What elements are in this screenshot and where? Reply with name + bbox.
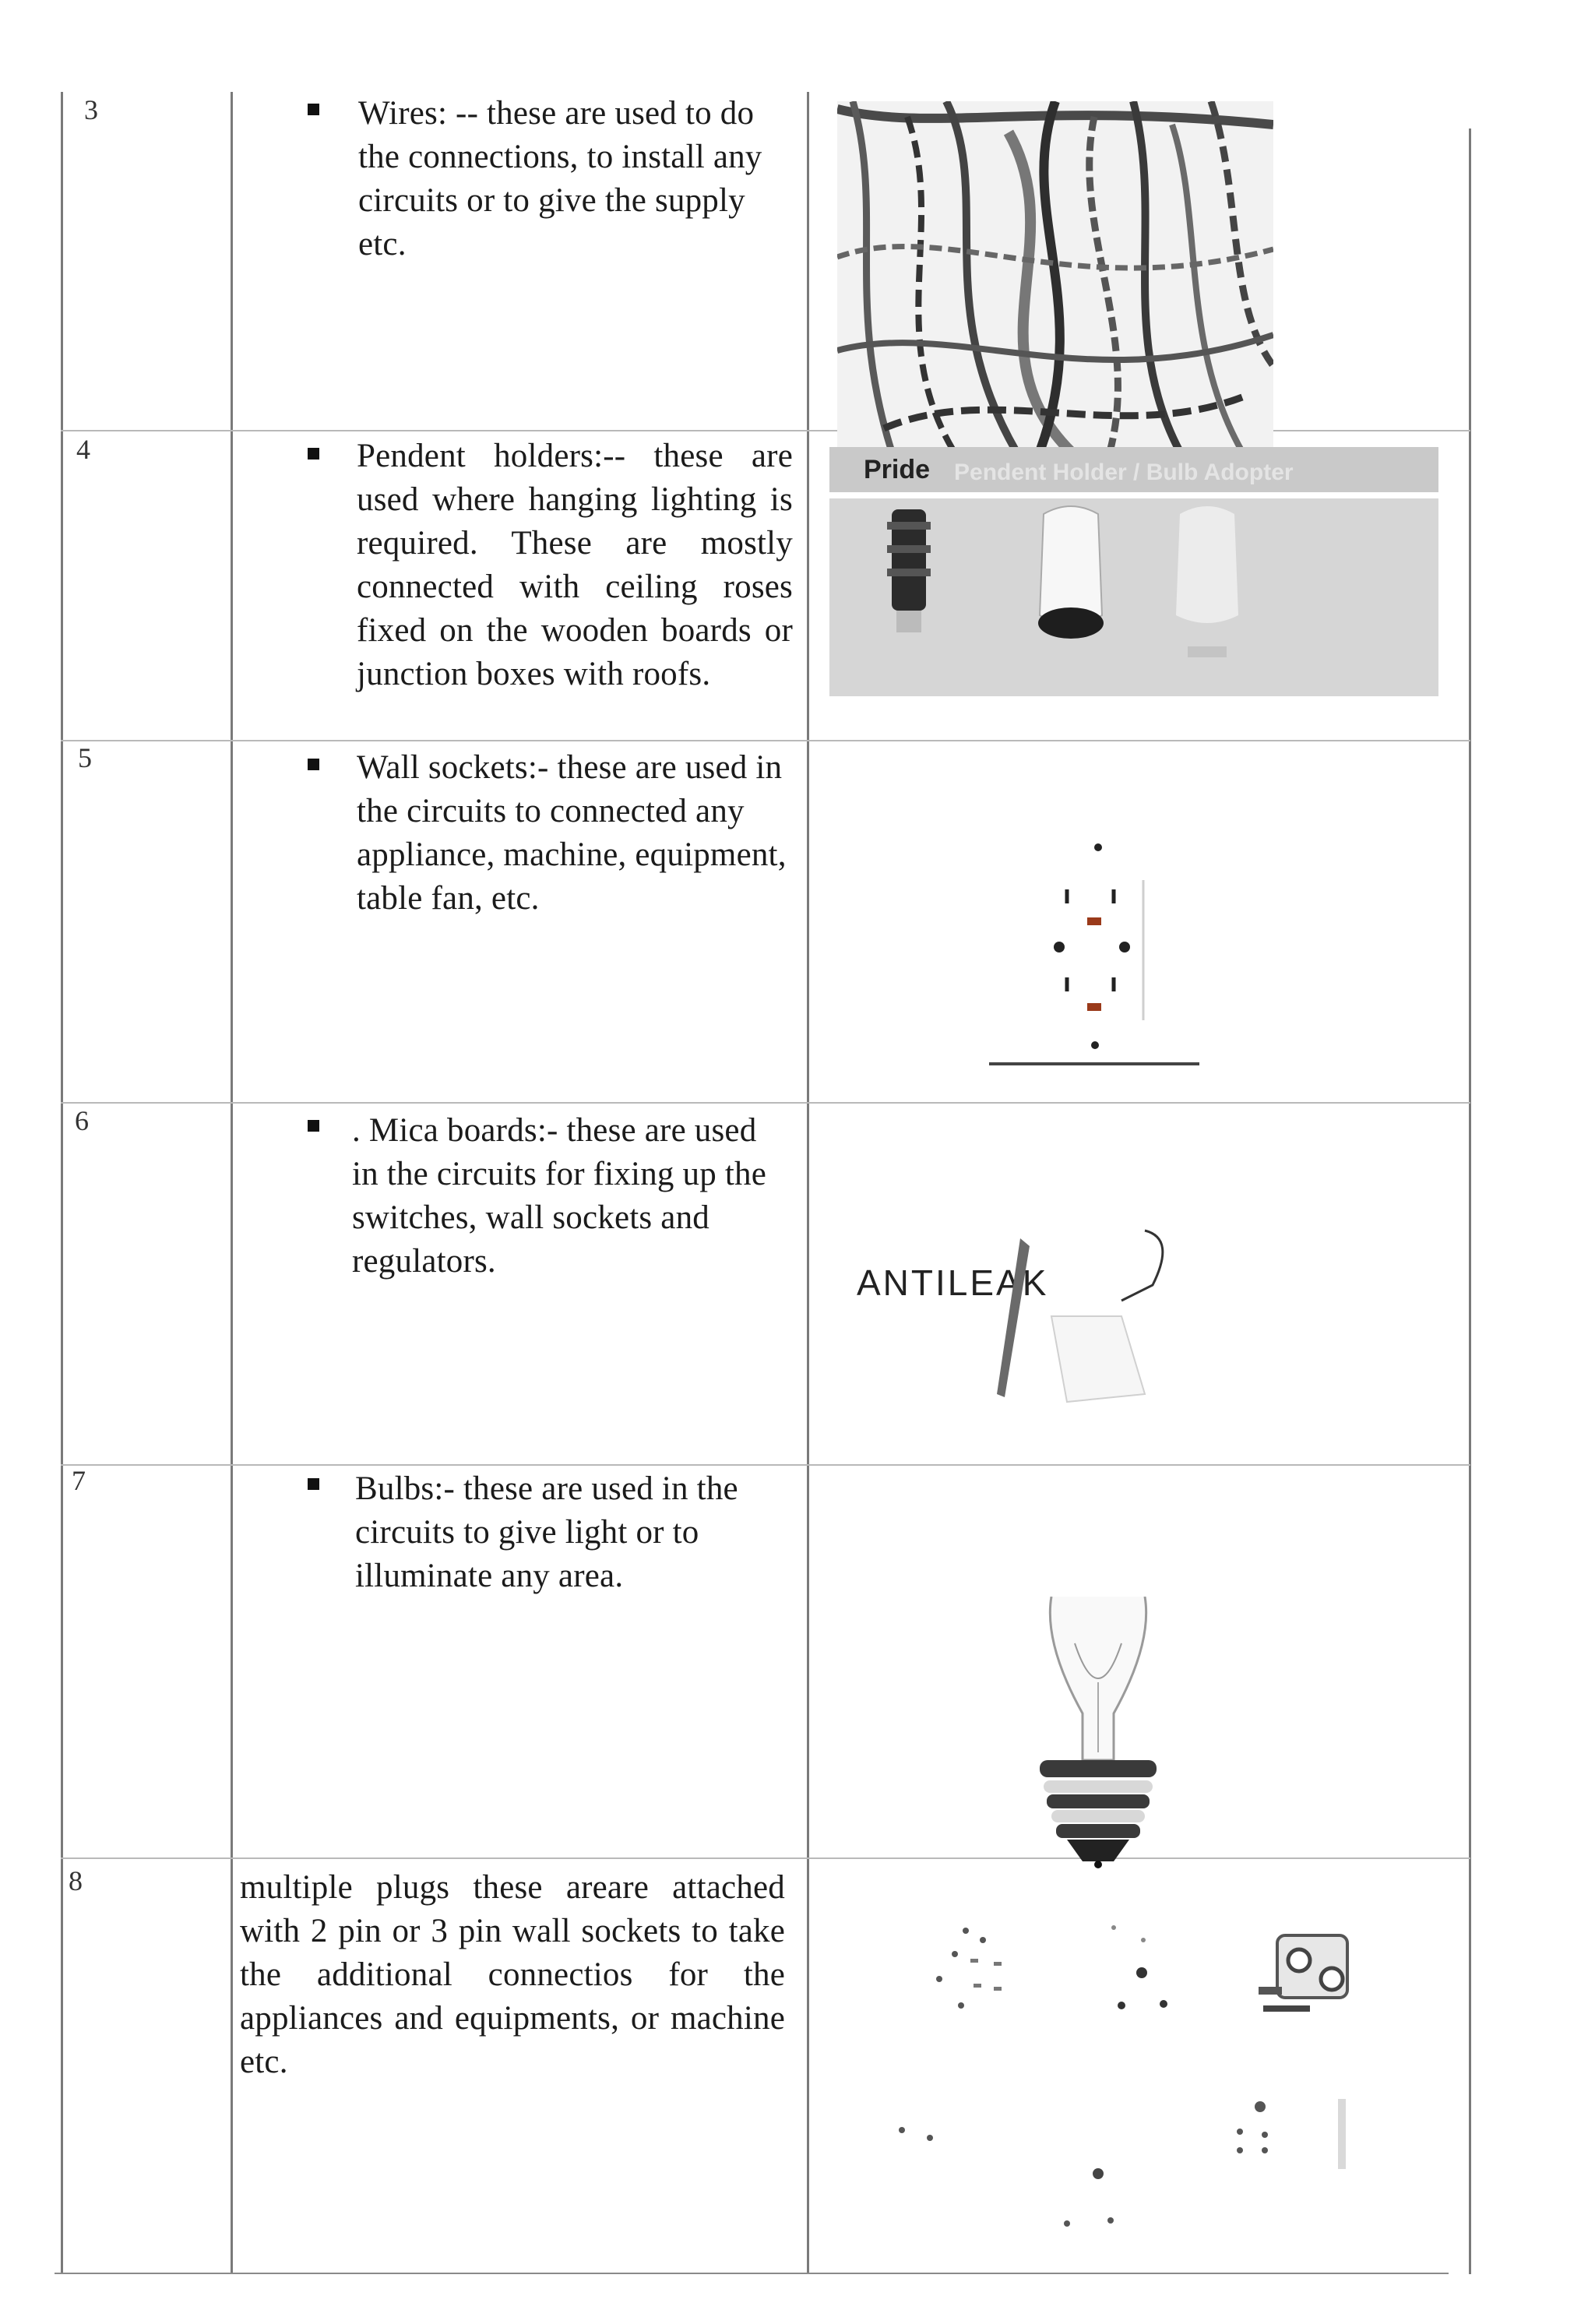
bullet-icon: [308, 1120, 319, 1132]
image-caption-bar: [829, 447, 1438, 492]
item-description: Bulbs:- these are used in the circuits to give light or to illuminate any area.: [355, 1470, 738, 1594]
table-border-col1: [231, 92, 233, 2274]
table-border-bottom: [55, 2273, 1449, 2274]
item-description: Pendent holders:-- these are used where hanging lighting is required. These are mostly connected with ceiling roses fixed on the wooden boards or junction boxes with roofs.: [357, 438, 793, 692]
bullet-icon: [308, 1478, 319, 1490]
bullet-icon: [308, 104, 319, 115]
row-divider: [61, 740, 1470, 741]
table-border-right: [1469, 129, 1471, 2274]
table-border-left: [61, 92, 63, 2274]
mica-board-photo-icon: [849, 1223, 1184, 1433]
row-number: 8: [69, 1865, 83, 1896]
row-divider: [61, 1857, 1470, 1859]
bulb-photo-icon: [1028, 1597, 1168, 1869]
wall-socket-photo-icon: [981, 826, 1215, 1075]
multi-plug-photo-icon: [880, 1912, 1410, 2255]
row-number: 7: [72, 1465, 86, 1496]
banner-label: Pendent Holder / Bulb Adopter: [954, 460, 1294, 485]
row-divider: [61, 1464, 1470, 1466]
table-border-col2: [807, 92, 809, 2274]
item-description: Wires: -- these are used to do the connections, to install any circuits or to give the supply etc.: [358, 95, 762, 262]
item-description: Wall sockets:- these are used in the circuits to connected any appliance, machine, equipment, table fan, etc.: [357, 749, 787, 917]
brand-label: Pride: [864, 455, 931, 484]
bullet-icon: [308, 448, 319, 460]
pendant-holder-photo-icon: [829, 447, 1438, 696]
bullet-icon: [308, 759, 319, 770]
wires-photo-icon: [837, 101, 1273, 452]
brand-logo: ANTILEAK: [857, 1262, 1049, 1303]
row-number: 3: [84, 94, 98, 125]
row-number: 4: [76, 434, 90, 465]
row-number: 6: [75, 1105, 89, 1136]
row-number: 5: [78, 742, 92, 773]
item-description: multiple plugs these areare attached with 2 pin or 3 pin wall sockets to take the additional connectios for the appliances and equipments, or machine etc.: [240, 1869, 785, 2080]
item-description: . Mica boards:- these are used in the circuits for fixing up the switches, wall sockets and regulators.: [352, 1112, 767, 1280]
row-divider: [61, 1102, 1470, 1104]
